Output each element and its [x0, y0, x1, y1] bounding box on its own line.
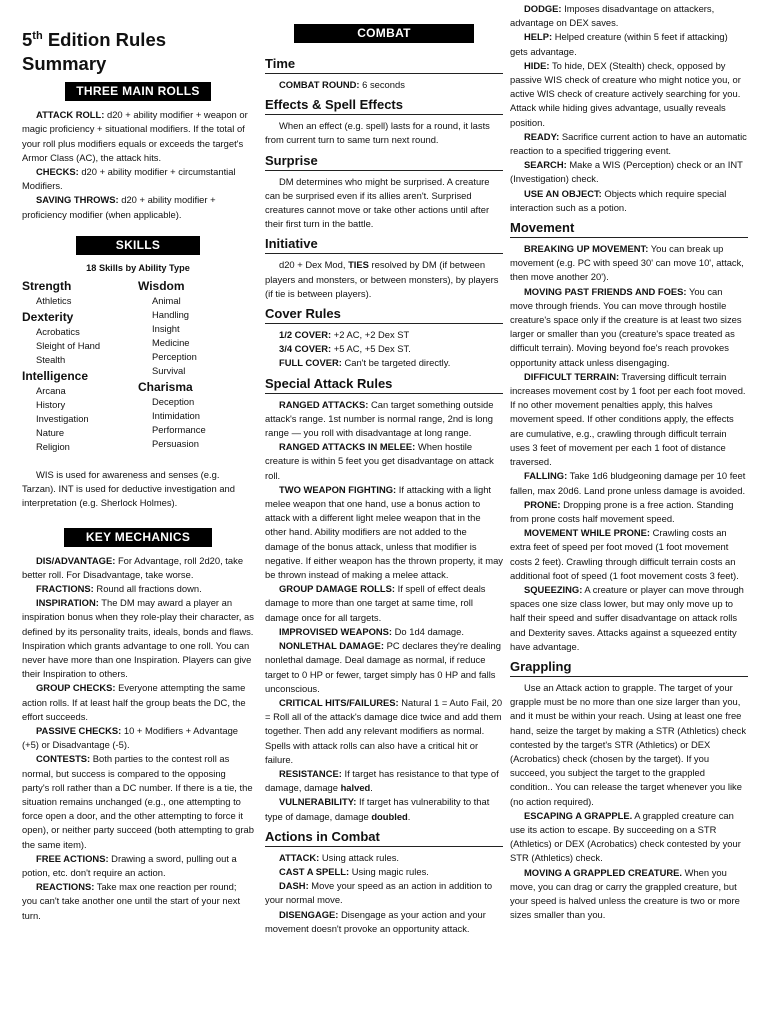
skill-item: Persuasion [152, 437, 199, 449]
rule-two-weapon-fighting: TWO WEAPON FIGHTING: If attacking with a light melee weapon that one hand, use a bonus action to attack with a different light melee weapon that in the other hand. Ability modifiers are not added to the damage of the bonus attack, unless that modifier is negative. If either weapon has the thrown property, it may be thrown instead of making a melee attack. [265, 483, 503, 581]
skill-item: Sleight of Hand [36, 339, 101, 351]
section-heading-time: Time [265, 55, 503, 74]
skills-grid [22, 277, 254, 454]
action-hide: HIDE: To hide, DEX (Stealth) check, opposed by passive WIS check of creature who might notice you, or active WIS check of creature actively searching for you. Attack while hiding gives advantage, usually reveals position. [510, 59, 741, 128]
rule-initiative: d20 + Dex Mod, TIES resolved by DM (if between players and monsters, or between monsters), by players (if tie is between players). [265, 259, 499, 299]
skills-banner: SKILLS [76, 236, 200, 255]
rule-group-damage-rolls: GROUP DAMAGE ROLLS: If spell of effect deals damage to more than one target at same time, roll damage once for all targets. [265, 583, 486, 623]
skill-item: Intimidation [152, 409, 200, 421]
skill-item: Performance [152, 423, 206, 435]
column-middle [265, 0, 503, 936]
rule-moving-grappled: MOVING A GRAPPLED CREATURE. When you move, you can drag or carry the grappled creature, but your speed is halved unless the creature is two or more sizes smaller than you. [510, 866, 740, 921]
section-heading-grappling: Grappling [510, 658, 748, 677]
rule-full-cover: FULL COVER: Can't be targeted directly. [279, 357, 451, 369]
rule-attack-roll: ATTACK ROLL: d20 + ability modifier + weapon or magic proficiency + situational modifiers. If the total of your roll plus modifiers equals or exceeds the target's Armor Class (AC), the attack hits. [22, 109, 248, 163]
rule-movement-while-prone: MOVEMENT WHILE PRONE: Crawling costs an extra feet of speed per foot moved (1 foot movement costs 2 feet). Crawling through difficult terrain costs an additional foot of speed (1 foot movement costs 3 feet). [510, 527, 739, 581]
skill-item: Survival [152, 364, 186, 376]
three-main-rolls-banner: THREE MAIN ROLLS [65, 82, 211, 101]
rule-resistance: RESISTANCE: If target has resistance to that type of damage, damage halved. [265, 767, 499, 794]
rule-contests: CONTESTS: Both parties to the contest roll as normal, but success is compared to the opposing party's roll rather than a DC number. If there is a tie, the situation remains unchanged (e.g., one attempting to force open a door, and the other attempting to force it open), or neither party succeed (both attempting to grab the same item). [22, 753, 254, 850]
section-heading-effects: Effects & Spell Effects [265, 96, 503, 115]
ability-wisdom: Wisdom [138, 278, 185, 293]
rule-prone: PRONE: Dropping prone is a free action. Standing from prone costs half movement speed. [510, 498, 734, 524]
skill-item: Religion [36, 440, 70, 452]
skill-item: Perception [152, 350, 197, 362]
action-dodge: DODGE: Imposes disadvantage on attackers, advantage on DEX saves. [510, 3, 715, 29]
section-heading-surprise: Surprise [265, 152, 503, 171]
skill-item: Investigation [36, 412, 89, 424]
action-attack: ATTACK: Using attack rules. [279, 851, 399, 863]
rule-ranged-in-melee: RANGED ATTACKS IN MELEE: When hostile creature is within 5 feet you get disadvantage on attack roll. [265, 441, 494, 481]
rule-falling: FALLING: Take 1d6 bludgeoning damage per 10 feet fallen, max 20d6. Land prone unless damage is avoided. [510, 470, 746, 496]
skill-item: Nature [36, 426, 65, 438]
rule-improvised-weapons: IMPROVISED WEAPONS: Do 1d4 damage. [279, 625, 464, 637]
rule-vulnerability: VULNERABILITY: If target has vulnerability to that type of damage, damage doubled. [265, 796, 490, 822]
skill-item: Athletics [36, 294, 72, 306]
skill-item: Animal [152, 294, 181, 306]
skills-note: WIS is used for awareness and senses (e.g. Tarzan). INT is used for deductive investigation and interpretation (e.g. Sherlock Holmes). [22, 468, 235, 509]
section-heading-actions: Actions in Combat [265, 828, 503, 847]
rule-inspiration: INSPIRATION: The DM may award a player an inspiration bonus when they role-play their character, as defined by its personality traits, ideals, bonds and flaws. Inspiration which grants advantage to one roll. You can never have more than one Inspiration. Players can give their Inspiration to others. [22, 597, 254, 680]
skill-item: Stealth [36, 353, 66, 365]
key-mechanics-section [22, 554, 254, 923]
ability-intelligence: Intelligence [22, 368, 89, 383]
ability-charisma: Charisma [138, 379, 193, 394]
action-use-object: USE AN OBJECT: Objects which require special interaction such as a potion. [510, 187, 727, 213]
action-disengage: DISENGAGE: Disengage as your action and your movement doesn't provoke an opportunity attack. [265, 908, 486, 934]
section-heading-cover: Cover Rules [265, 305, 503, 324]
skill-item: Deception [152, 395, 195, 407]
column-left [22, 0, 254, 923]
rule-free-actions: FREE ACTIONS: Drawing a sword, pulling out a potion, etc. don't require an action. [22, 852, 237, 879]
skill-item: History [36, 398, 66, 410]
action-help: HELP: Helped creature (within 5 feet if attacking) gets advantage. [510, 31, 728, 57]
rule-squeezing: SQUEEZING: A creature or player can move through spaces one size class lower, but may only move up to half their speed and suffer disadvantage on attack rolls and Dexterity saves. Attacks against a squeezed entity have advantage. [510, 583, 744, 652]
rule-three-quarter-cover: 3/4 COVER: +5 AC, +5 Dex ST. [279, 343, 411, 355]
column-right [510, 0, 748, 922]
action-cast-spell: CAST A SPELL: Using magic rules. [279, 865, 429, 877]
key-mechanics-banner: KEY MECHANICS [64, 528, 212, 547]
action-dash: DASH: Move your speed as an action in addition to your normal move. [265, 880, 493, 906]
rule-saving-throws: SAVING THROWS: d20 + ability modifier + proficiency modifier (when applicable). [22, 194, 216, 220]
rule-effects: When an effect (e.g. spell) lasts for a round, it lasts from current turn to same turn next round. [265, 120, 490, 146]
rule-difficult-terrain: DIFFICULT TERRAIN: Traversing difficult terrain increases movement cost by 1 foot per each foot moved. If no other movement penalties apply, this halves movement speed. If other conditions apply, the effects are cumulative, e.g., crawling through difficult terrain uses 3 feet of movement per each 1 foot of distance traversed. [510, 370, 746, 468]
three-main-rolls-section [22, 108, 254, 222]
rule-nonlethal-damage: NONLETHAL DAMAGE: PC declares they're dealing nonlethal damage. Deal damage as normal, if reduce target to 0 HP or fewer, target simply has 0 HP and falls unconscious. [265, 640, 501, 694]
skill-item: Insight [152, 322, 180, 334]
rule-surprise: DM determines who might be surprised. A creature can be surprised even if its allies aren't. Surprised creatures cannot move or take other actions until after their first turn in the battle. [265, 175, 490, 230]
combat-banner: COMBAT [294, 24, 474, 43]
section-heading-initiative: Initiative [265, 235, 503, 254]
action-search: SEARCH: Make a WIS (Perception) check or an INT (Investigation) check. [510, 159, 743, 185]
rule-ranged-attacks: RANGED ATTACKS: Can target something outside attack's range. 1st number is normal range, 2nd is long range — you roll with disadvantage at long range. [265, 398, 494, 439]
section-heading-movement: Movement [510, 219, 748, 238]
skills-subtitle: 18 Skills by Ability Type [86, 262, 190, 273]
skill-item: Acrobatics [36, 325, 80, 337]
rule-passive-checks: PASSIVE CHECKS: 10 + Modifiers + Advantage (+5) or Disadvantage (-5). [22, 725, 239, 751]
ability-dexterity: Dexterity [22, 309, 74, 324]
ability-strength: Strength [22, 278, 72, 293]
action-ready: READY: Sacrifice current action to have an automatic reaction to a specified triggering event. [510, 130, 747, 157]
rule-combat-round: COMBAT ROUND: 6 seconds [279, 79, 405, 90]
page-title: 5th Edition Rules Summary [22, 29, 167, 75]
skill-item: Handling [152, 308, 190, 320]
skills-right-column [138, 277, 254, 454]
section-heading-special-attacks: Special Attack Rules [265, 375, 503, 394]
rule-grappling-intro: Use an Attack action to grapple. The target of your grapple must be no more than one size larger than you, and it must be within your reach. Using at least one free hand, seize the target by making a STR (Athletics) check contested by the target's STR (Athletics) or DEX (Acrobatics) check (chosen by the target). If you succeed, you subject the target to the grappled condition.. You can release the target whenever you like (no action required). [510, 681, 747, 807]
rule-dis-advantage: DIS/ADVANTAGE: For Advantage, roll 2d20, take better roll. For Disadvantage, take worse. [22, 554, 244, 580]
skill-item: Medicine [152, 336, 190, 348]
rule-moving-past: MOVING PAST FRIENDS AND FOES: You can move through friends. You can move through hostile creature's space only if the creature is at least two sizes larger or smaller than you (creature's space treated as difficult terrain). Moving beyond foe's reach provokes opportunity attack unless disengaging. [510, 285, 742, 368]
rule-half-cover: 1/2 COVER: +2 AC, +2 Dex ST [279, 329, 410, 341]
rule-critical-hits: CRITICAL HITS/FAILURES: Natural 1 = Auto Fail, 20 = Roll all of the attack's damage dice twice and add them together. Then add any relevant modifiers as normal. Spells with attack rolls can also have a critical hit or failure. [265, 696, 503, 765]
rule-checks: CHECKS: d20 + ability modifier + circumstantial Modifiers. [22, 165, 236, 192]
rule-escaping-grapple: ESCAPING A GRAPPLE. A grappled creature can use its action to escape. By succeeding on a STR (Athletics) or DEX (Acrobatics) check contested by your STR (Athletics) check. [510, 809, 741, 864]
rule-group-checks: GROUP CHECKS: Everyone attempting the same action rolls. If at least half the group beats the DC, the effort succeeds. [22, 682, 246, 722]
actions-continued [510, 2, 748, 215]
rule-reactions: REACTIONS: Take max one reaction per round; you can't take another one until the start of your next turn. [22, 881, 241, 921]
skill-item: Arcana [36, 384, 66, 396]
rule-breaking-up-movement: BREAKING UP MOVEMENT: You can break up movement (e.g. PC with speed 30' can move 10', attack, then move another 20'). [510, 243, 744, 283]
rule-fractions: FRACTIONS: Round all fractions down. [36, 583, 202, 594]
skills-left-column [22, 277, 138, 454]
